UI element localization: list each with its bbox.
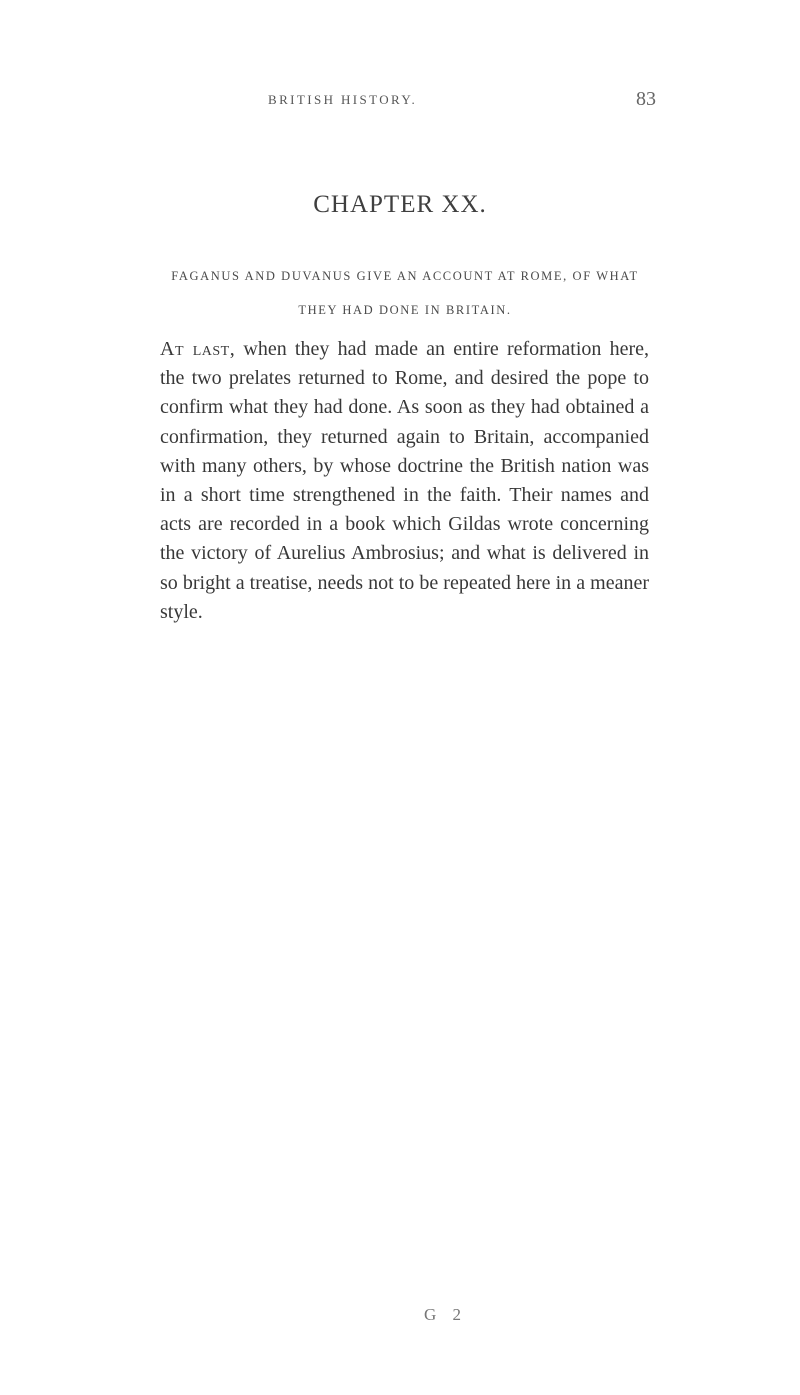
chapter-subtitle: FAGANUS AND DUVANUS GIVE AN ACCOUNT AT ROME, OF WHAT THEY HAD DONE IN BRITAIN. xyxy=(171,269,639,317)
opening-words: At last, xyxy=(160,338,236,360)
paragraph-text: when they had made an entire reformation here, the two prelates returned to Rome, and desired the pope to confirm what they had done. As soon as they had obtained a confirmation, they returned again to Britain, accompanied with many others, by whose doctrine the British nation was in a short time strengthened in the faith. Their names and acts are recorded in a book which Gildas wrote concerning the victory of Aurelius Ambrosius; and what is delivered in so bright a treatise, needs not to be repeated here in a meaner style. xyxy=(160,338,649,623)
running-header xyxy=(0,90,800,120)
signature-mark: G 2 xyxy=(424,1305,468,1324)
body-paragraph xyxy=(160,335,649,627)
page-number: 83 xyxy=(636,88,656,110)
chapter-title: CHAPTER XX. xyxy=(313,191,487,218)
running-title: BRITISH HISTORY. xyxy=(268,92,418,107)
